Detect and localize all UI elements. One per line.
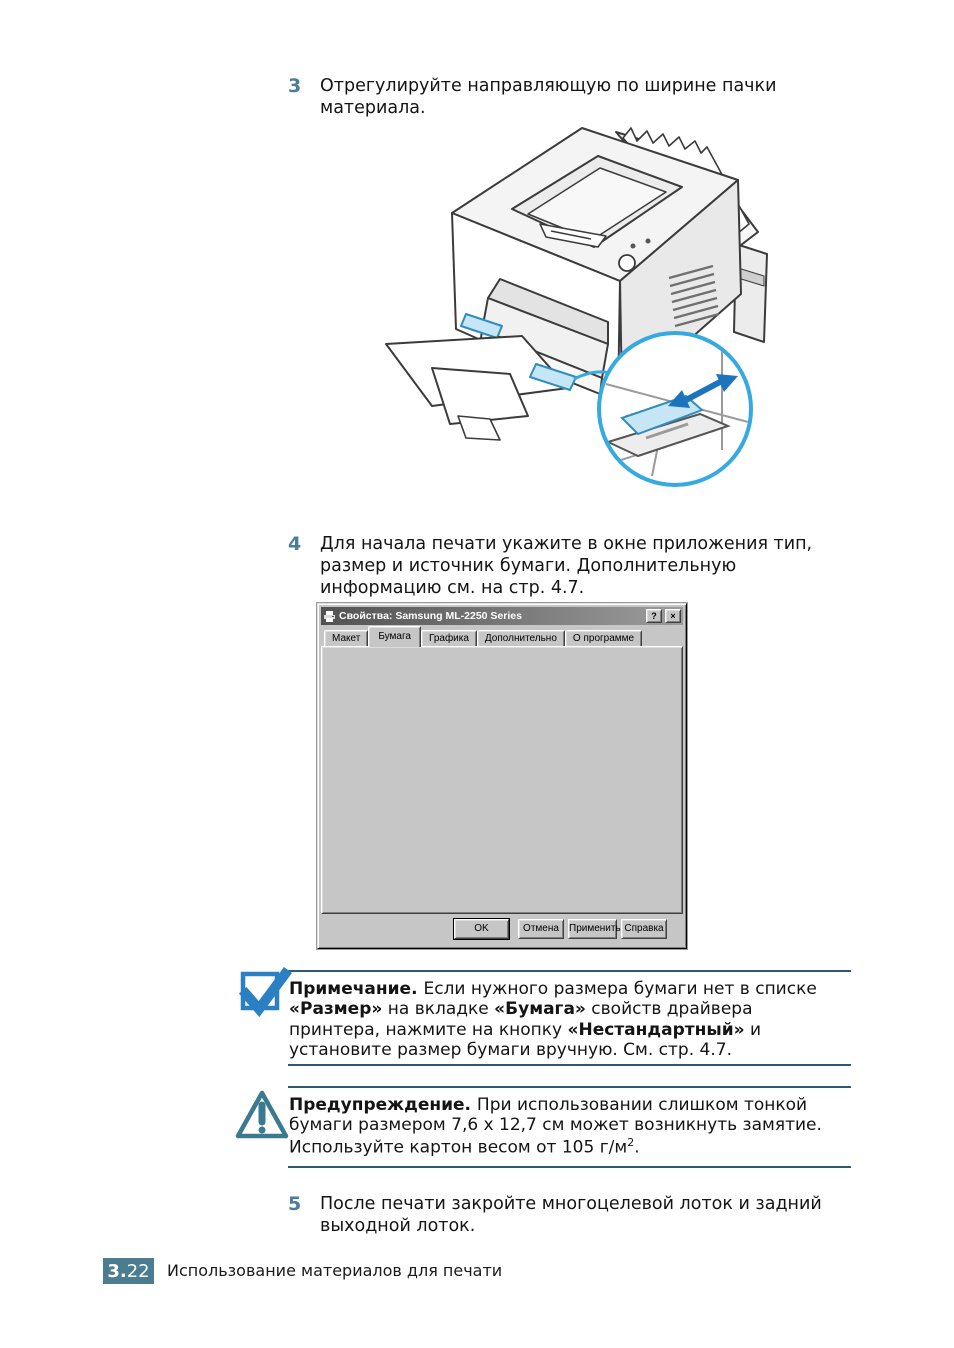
tab-about[interactable]: О программе (565, 630, 642, 647)
apply-button[interactable]: Применить (568, 919, 617, 939)
step-4 (288, 534, 812, 600)
page-number: 22 (126, 1260, 150, 1282)
tab-graphics[interactable]: Графика (421, 630, 477, 647)
warning-text: Предупреждение. При использовании слишком тонкой бумаги размером 7,6 x 12,7 см может возникнуть замятие. Используйте картон весом от 105 $г/м^2$. (289, 1095, 822, 1158)
close-window-button[interactable]: × (665, 609, 681, 623)
tab-extras[interactable]: Дополнительно (477, 630, 565, 647)
dialog-title-bar[interactable] (321, 607, 683, 625)
footer-title: Использование материалов для печати (167, 1261, 503, 1280)
page-number-badge (103, 1258, 154, 1284)
note-rule-top (288, 970, 851, 972)
ok-button[interactable]: OK (454, 919, 509, 939)
step-number: 3 (288, 75, 302, 97)
tab-paper[interactable]: Бумага (368, 626, 421, 647)
warning-rule-bottom (288, 1166, 851, 1168)
tab-strip (324, 626, 642, 647)
printer-properties-dialog (317, 603, 687, 949)
step-text: После печати закройте многоцелевой лоток и задний выходной лоток. (320, 1194, 822, 1236)
help-window-button[interactable]: ? (646, 609, 662, 623)
step-text: Для начала печати укажите в окне приложения тип, размер и источник бумаги. Дополнительную информацию см. на стр. 4.7. (320, 534, 813, 598)
step-5 (288, 1194, 822, 1238)
help-button[interactable]: Справка (621, 919, 667, 939)
cancel-button[interactable]: Отмена (518, 919, 564, 939)
dialog-title: Свойства: Samsung ML-2250 Series (339, 610, 522, 622)
step-3 (288, 76, 776, 120)
step-number: 5 (288, 1193, 302, 1215)
chapter-number: 3. (107, 1260, 127, 1282)
printer-with-open-tray-illustration (370, 116, 770, 508)
warning-rule-top (288, 1086, 851, 1088)
note-rule-bottom (288, 1064, 851, 1066)
note-text: Примечание. Если нужного размера бумаги нет в списке «Размер» на вкладке «Бумага» свойств драйвера принтера, нажмите на кнопку «Нестандартный» и установите размер бумаги вручную. См. стр. 4.7. (289, 979, 817, 1061)
tab-layout[interactable]: Макет (324, 630, 368, 647)
step-number: 4 (288, 533, 302, 555)
printer-icon (323, 611, 336, 622)
exclamation-triangle-icon (234, 1088, 290, 1146)
step-text: Отрегулируйте направляющую по ширине пачки материала. (320, 76, 777, 118)
checkmark-icon (238, 966, 294, 1022)
tab-panel (321, 646, 683, 914)
